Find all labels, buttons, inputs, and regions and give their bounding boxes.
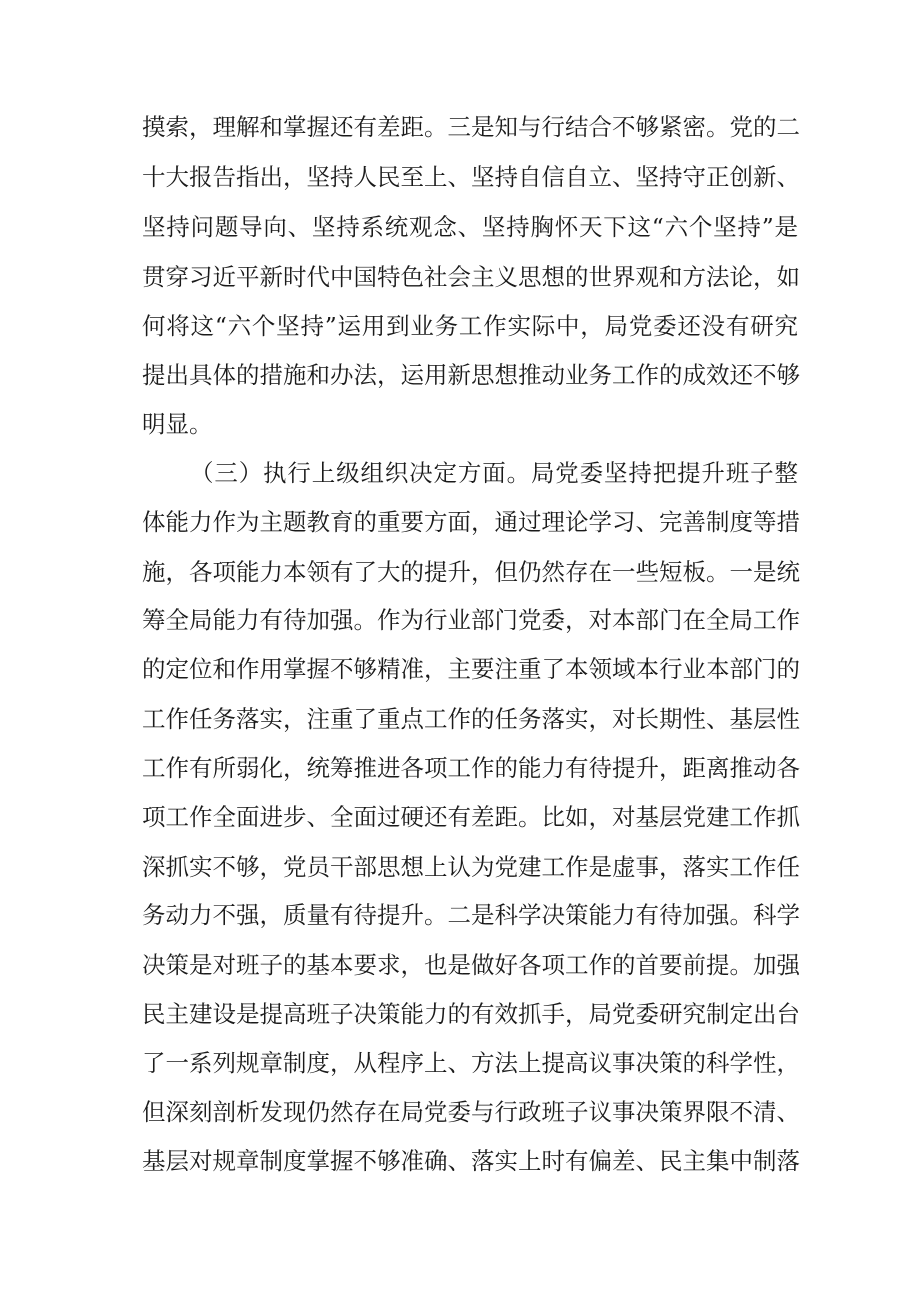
text-line-16: 深抓实不够，党员干部思想上认为党建工作是虚事，落实工作任	[142, 853, 800, 881]
text-line-7: 明显。	[142, 410, 213, 438]
text-line-20: 了一系列规章制度，从程序上、方法上提高议事决策的科学性，	[142, 1049, 800, 1077]
text-line-4: 贯穿习近平新时代中国特色社会主义思想的世界观和方法论，如	[142, 263, 800, 291]
text-line-3: 坚持问题导向、坚持系统观念、坚持胸怀天下这“六个坚持”是	[142, 213, 798, 241]
section-heading-line: （三）执行上级组织决定方面。局党委坚持把提升班子整	[190, 459, 798, 487]
text-line-11: 筹全局能力有待加强。作为行业部门党委，对本部门在全局工作	[142, 606, 800, 634]
text-line-5: 何将这“六个坚持”运用到业务工作实际中，局党委还没有研究	[142, 312, 798, 340]
text-line-6: 提出具体的措施和办法，运用新思想推动业务工作的成效还不够	[142, 361, 800, 389]
text-line-15: 项工作全面进步、全面过硬还有差距。比如，对基层党建工作抓	[142, 803, 800, 831]
text-line-13: 工作任务落实，注重了重点工作的任务落实，对长期性、基层性	[142, 705, 800, 733]
text-line-9: 体能力作为主题教育的重要方面，通过理论学习、完善制度等措	[142, 508, 800, 536]
text-line-10: 施，各项能力本领有了大的提升，但仍然存在一些短板。一是统	[142, 558, 800, 586]
text-line-21: 但深刻剖析发现仍然存在局党委与行政班子议事决策界限不清、	[142, 1098, 800, 1126]
text-line-17: 务动力不强，质量有待提升。二是科学决策能力有待加强。科学	[142, 901, 800, 929]
text-line-19: 民主建设是提高班子决策能力的有效抓手，局党委研究制定出台	[142, 1000, 800, 1028]
text-line-22: 基层对规章制度掌握不够准确、落实上时有偏差、民主集中制落	[142, 1147, 800, 1175]
text-line-14: 工作有所弱化，统筹推进各项工作的能力有待提升，距离推动各	[142, 754, 800, 782]
text-line-2: 十大报告指出，坚持人民至上、坚持自信自立、坚持守正创新、	[142, 163, 800, 191]
text-line-1: 摸索，理解和掌握还有差距。三是知与行结合不够紧密。党的二	[142, 113, 800, 141]
text-line-18: 决策是对班子的基本要求，也是做好各项工作的首要前提。加强	[142, 951, 800, 979]
text-line-12: 的定位和作用掌握不够精准，主要注重了本领域本行业本部门的	[142, 655, 800, 683]
